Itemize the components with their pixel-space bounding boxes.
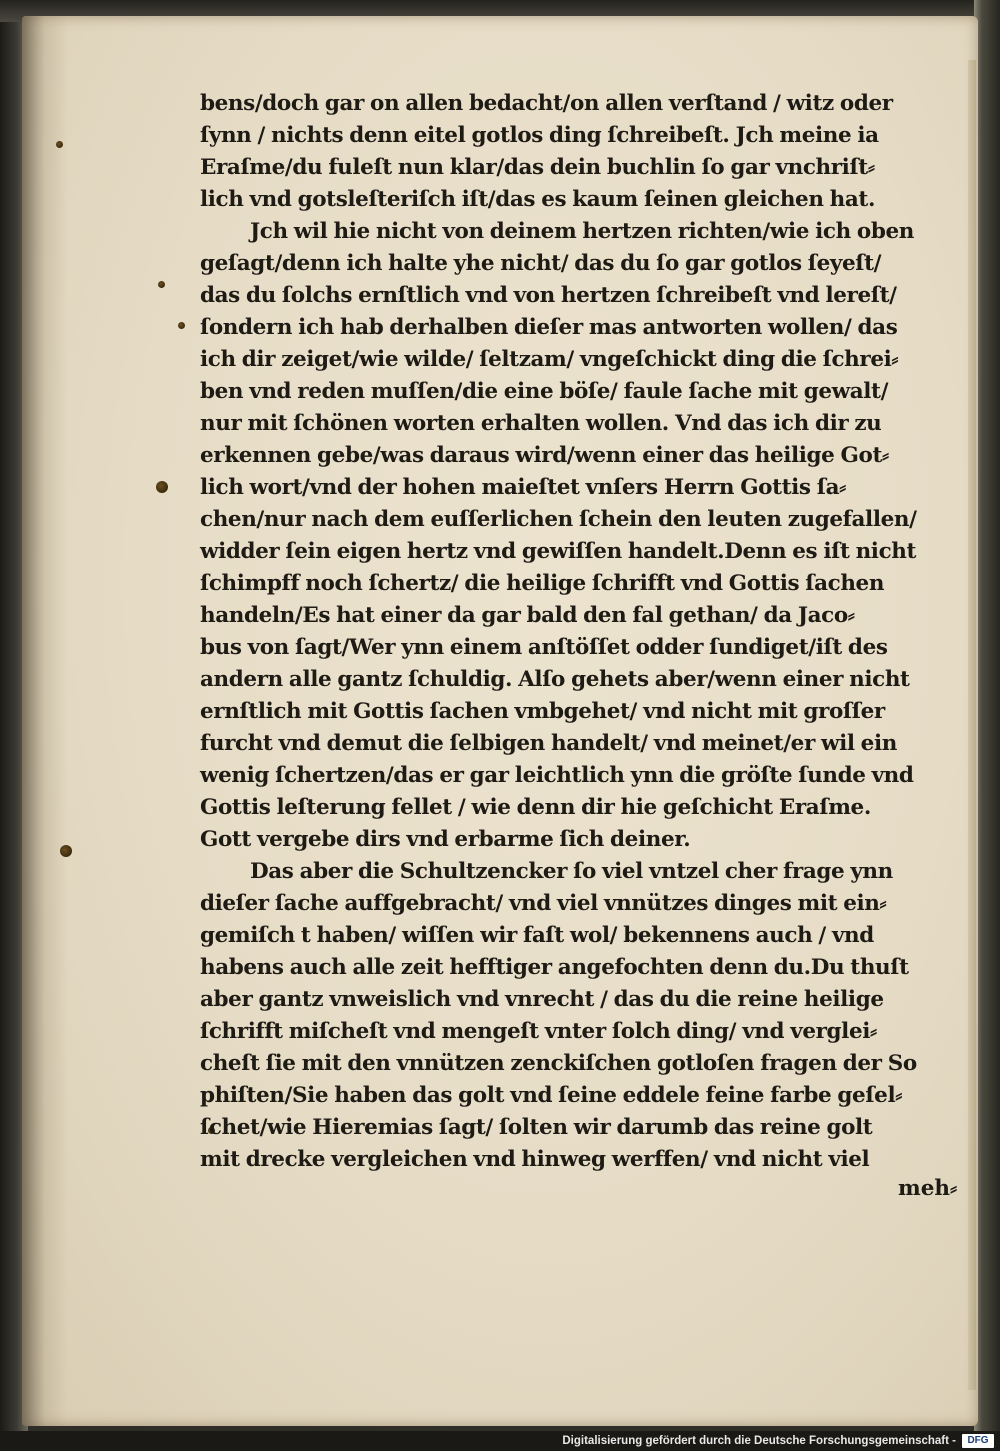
text-line: bens/doch gar on allen bedacht/on allen verſtand / witz oder — [200, 91, 893, 116]
page-gutter-shadow — [22, 16, 68, 1426]
text-line: ſchimpff noch ſchertz/ die heilige ſchrifft vnd Gottis ſachen — [200, 571, 885, 596]
text-line: das du ſolchs ernſtlich vnd von hertzen ſchreibeſt vnd lereſt/ — [200, 283, 897, 308]
page-edge — [968, 60, 976, 1390]
text-line: handeln/Es hat einer da gar bald den fal gethan/ da Jaco⸗ — [200, 603, 855, 628]
text-line: bus von ſagt/Wer ynn einem anſtöſſet odder ſundiget/iſt des — [200, 635, 888, 660]
text-line: ben vnd reden muſſen/die eine böſe/ faule ſache mit gewalt/ — [200, 379, 889, 404]
text-line: erkennen gebe/was daraus wird/wenn einer das heilige Got⸗ — [200, 443, 889, 468]
text-line: mit drecke vergleichen vnd hinweg werffen/ vnd nicht viel — [200, 1147, 870, 1172]
binding-hole-4 — [156, 481, 168, 493]
text-line: gemiſch t haben/ wiſſen wir faſt wol/ bekennens auch / vnd — [200, 923, 874, 948]
text-line: ich dir zeiget/wie wilde/ ſeltzam/ vngeſchickt ding die ſchrei⸗ — [200, 347, 899, 372]
text-line: Das aber die Schultzencker ſo viel vntzel cher frage ynn — [250, 859, 893, 884]
text-line: ſynn / nichts denn eitel gotlos ding ſchreibeſt. Jch meine ia — [200, 123, 879, 148]
text-line: phiſten/Sie haben das golt vnd ſeine eddele feine farbe geſel⸗ — [200, 1083, 902, 1108]
binding-hole-1 — [56, 141, 63, 148]
text-line: ernſtlich mit Gottis ſachen vmbgehet/ vnd nicht mit groſſer — [200, 699, 885, 724]
text-line: wenig ſchertzen/das er gar leichtlich ynn die gröſte ſunde vnd — [200, 763, 914, 788]
text-line: andern alle gantz ſchuldig. Alſo gehets aber/wenn einer nicht — [200, 667, 910, 692]
text-line: Gott vergebe dirs vnd erbarme ſich deiner. — [200, 827, 691, 852]
text-line: widder ſein eigen hertz vnd gewiſſen handelt.Denn es iſt nicht — [200, 539, 917, 564]
text-line: lich vnd gotsleſteriſch iſt/das es kaum ſeinen gleichen hat. — [200, 187, 876, 212]
text-line: ſchrifft miſcheſt vnd mengeſt vnter ſolch ding/ vnd verglei⸗ — [200, 1019, 877, 1044]
binding-hole-5 — [60, 845, 72, 857]
text-line: habens auch alle zeit hefftiger angefochten denn du.Du thuſt — [200, 955, 909, 980]
dfg-logo: DFG — [962, 1434, 994, 1448]
footer-credit: Digitalisierung gefördert durch die Deutsche Forschungsgemeinschaft - — [562, 1435, 956, 1447]
binding-hole-3 — [178, 322, 185, 329]
text-line: ſchet/wie Hieremias ſagt/ ſolten wir darumb das reine golt — [200, 1115, 873, 1140]
text-line: lich wort/vnd der hohen maieſtet vnſers Herrn Gottis ſa⸗ — [200, 475, 846, 500]
text-line: aber gantz vnweislich vnd vnrecht / das du die reine heilige — [200, 987, 884, 1012]
text-line: chen/nur nach dem euſſerlichen ſchein den leuten zugefallen/ — [200, 507, 917, 532]
text-line: Gottis leſterung fellet / wie denn dir hie geſchicht Eraſme. — [200, 795, 871, 820]
catchword: meh⸗ — [898, 1176, 958, 1201]
text-line: Jch wil hie nicht von deinem hertzen richten/wie ich oben — [250, 219, 914, 244]
text-line: ſondern ich hab derhalben dieſer mas antworten wollen/ das — [200, 315, 898, 340]
text-line: geſagt/denn ich halte yhe nicht/ das du ſo gar gotlos ſeyeſt/ — [200, 251, 882, 276]
text-line: Eraſme/du fuleſt nun klar/das dein buchlin ſo gar vnchriſt⸗ — [200, 155, 875, 180]
text-line: cheſt ſie mit den vnnützen zenckiſchen gotloſen fragen der So — [200, 1051, 917, 1076]
text-line: dieſer ſache auffgebracht/ vnd viel vnnützes dinges mit ein⸗ — [200, 891, 887, 916]
binding-hole-2 — [158, 281, 165, 288]
text-line: furcht vnd demut die ſelbigen handelt/ vnd meinet/er wil ein — [200, 731, 897, 756]
text-line: nur mit ſchönen worten erhalten wollen. Vnd das ich dir zu — [200, 411, 882, 436]
